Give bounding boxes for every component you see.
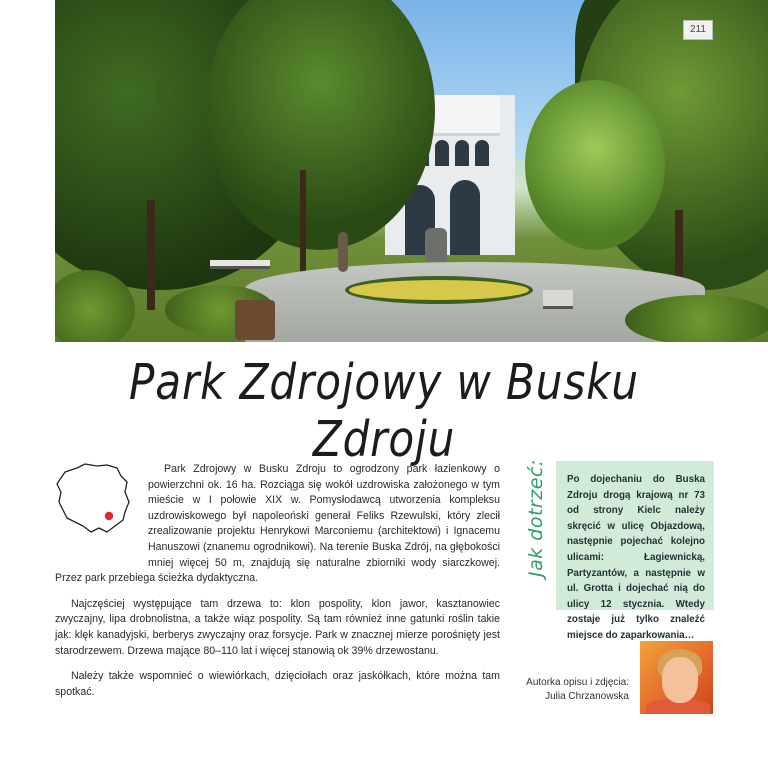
credit-label: Autorka opisu i zdjęcia:: [526, 677, 629, 688]
photo-credit: [515, 676, 629, 704]
directions-box: [556, 461, 714, 641]
page-number: 211: [683, 20, 713, 40]
author-portrait: [640, 641, 713, 714]
directions-text: Po dojechaniu do Buska Zdroju drogą krajową nr 73 od strony Kielc należy skręcić w ulicę Objazdową, następnie pojechać kolejno ulicami: Łagiewnicką, Partyzantów, a następnie w ul. Grotta i dojechać nią do ulicy 12 stycznia. Wtedy zostaje już tylko znaleźć miejsce do zaparkowania…: [567, 474, 705, 641]
article-paragraph: Należy także wspomnieć o wiewiórkach, dzięciołach oraz jaskółkach, które można tam spotkać.: [55, 670, 500, 698]
park-photo: [55, 0, 768, 342]
article-paragraph: Park Zdrojowy w Busku Zdroju to ogrodzony park łazienkowy o powierzchni ok. 16 ha. Rozciąga się wokół uzdrowiska założonego w tym mieście w I połowie XIX w. Pomysłodawcą utworzenia kompleksu uzdrowiskowego był napoleoński generał Feliks Rzewulski, który zlecił zrealizowanie projektu Henrykowi Marconiemu (architektowi) i Ignacemu Hanuszowi (znanemu ogrodnikowi). Na terenie Buska Zdrój, na głębokości mniej więcej 50 m, znajdują się naturalne zbiorniki wody siarczkowej. Przez park przebiega ścieżka dydaktyczna.: [55, 463, 500, 585]
article-paragraph: Najczęściej występujące tam drzewa to: klon pospolity, klon jawor, kasztanowiec zwyczajny, lipa drobnolistna, a także wiąz pospolity. Są tam również inne gatunki roślin takie jak: klęk kanadyjski, berberys zwyczajny oraz forsycje. Park w znacznej mierze porośnięty jest starodrzewem. Drzewa mające 80–110 lat i więcej stanowią ok 39% drzewostanu.: [55, 597, 500, 657]
article-title: Park Zdrojowy w Busku Zdroju: [129, 354, 639, 468]
walking-person: [338, 232, 348, 272]
poland-map-icon: [55, 462, 148, 566]
credit-name: Julia Chrzanowska: [545, 691, 629, 702]
article-body: [55, 462, 500, 710]
flower-bed: [345, 276, 533, 304]
directions-heading: Jak dotrzeć:: [525, 459, 547, 577]
fountain: [425, 228, 447, 262]
